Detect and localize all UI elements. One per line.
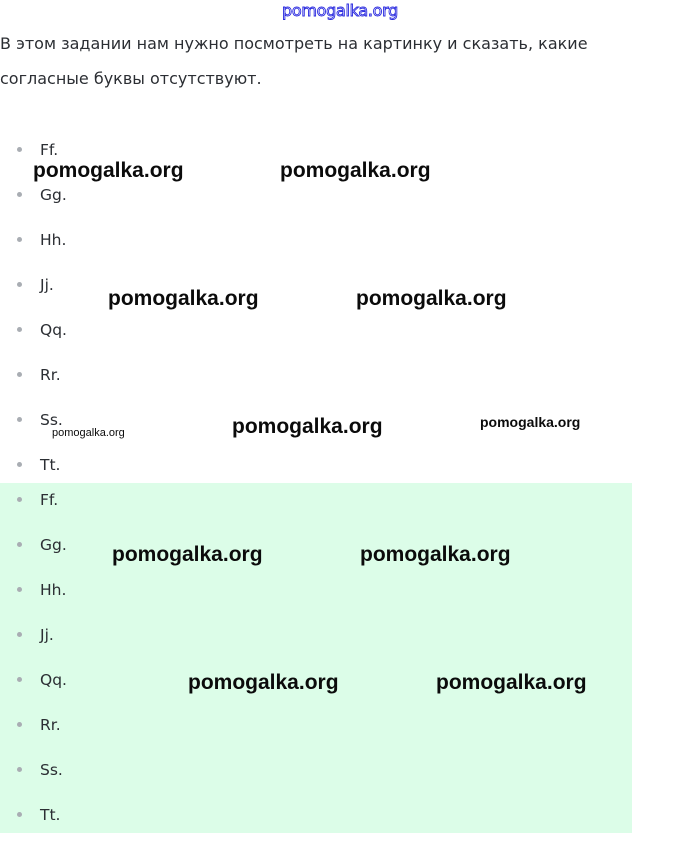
bullet-icon (17, 542, 22, 547)
letter-pair: Tt. (40, 456, 61, 474)
bullet-icon (17, 462, 22, 467)
letter-pair: Gg. (40, 536, 67, 554)
letters-list-answer (0, 490, 632, 850)
list-item (0, 715, 632, 760)
letter-pair: Qq. (40, 671, 67, 689)
watermark: pomogalka.org (480, 414, 581, 430)
letter-pair: Ff. (40, 141, 59, 159)
letter-pair: Rr. (40, 366, 61, 384)
bullet-icon (17, 147, 22, 152)
watermark: pomogalka.org (436, 671, 587, 694)
list-item (0, 275, 632, 320)
letter-pair: Tt. (40, 806, 61, 824)
list-item (0, 230, 632, 275)
letter-pair: Hh. (40, 231, 67, 249)
list-item (0, 490, 632, 535)
site-header-logo[interactable]: pomogalka.org (282, 1, 398, 20)
letter-pair: Ss. (40, 411, 63, 429)
watermark: pomogalka.org (112, 543, 263, 566)
intro-paragraph: В этом задании нам нужно посмотреть на картинку и сказать, какие согласные буквы отсутствуют. (0, 34, 588, 88)
bullet-icon (17, 237, 22, 242)
list-item (0, 580, 632, 625)
bullet-icon (17, 812, 22, 817)
list-item (0, 365, 632, 410)
letter-pair: Ss. (40, 761, 63, 779)
bullet-icon (17, 372, 22, 377)
bullet-icon (17, 587, 22, 592)
bullet-icon (17, 722, 22, 727)
letters-list-question (0, 140, 632, 500)
watermark: pomogalka.org (356, 287, 507, 310)
watermark: pomogalka.org (360, 543, 511, 566)
list-item (0, 535, 632, 580)
bullet-icon (17, 677, 22, 682)
letter-pair: Rr. (40, 716, 61, 734)
letter-pair: Jj. (40, 276, 54, 294)
bullet-icon (17, 417, 22, 422)
watermark: pomogalka.org (188, 671, 339, 694)
letter-pair: Qq. (40, 321, 67, 339)
bullet-icon (17, 497, 22, 502)
bullet-icon (17, 632, 22, 637)
list-item (0, 805, 632, 850)
watermark: pomogalka.org (33, 159, 184, 182)
letter-pair: Ff. (40, 491, 59, 509)
bullet-icon (17, 192, 22, 197)
watermark: pomogalka.org (108, 287, 259, 310)
letter-pair: Gg. (40, 186, 67, 204)
bullet-icon (17, 327, 22, 332)
watermark: pomogalka.org (280, 159, 431, 182)
list-item (0, 625, 632, 670)
watermark: pomogalka.org (232, 415, 383, 438)
bullet-icon (17, 282, 22, 287)
list-item (0, 320, 632, 365)
bullet-icon (17, 767, 22, 772)
list-item (0, 185, 632, 230)
letter-pair: Jj. (40, 626, 54, 644)
list-item (0, 760, 632, 805)
letter-pair: Hh. (40, 581, 67, 599)
watermark: pomogalka.org (52, 427, 125, 439)
